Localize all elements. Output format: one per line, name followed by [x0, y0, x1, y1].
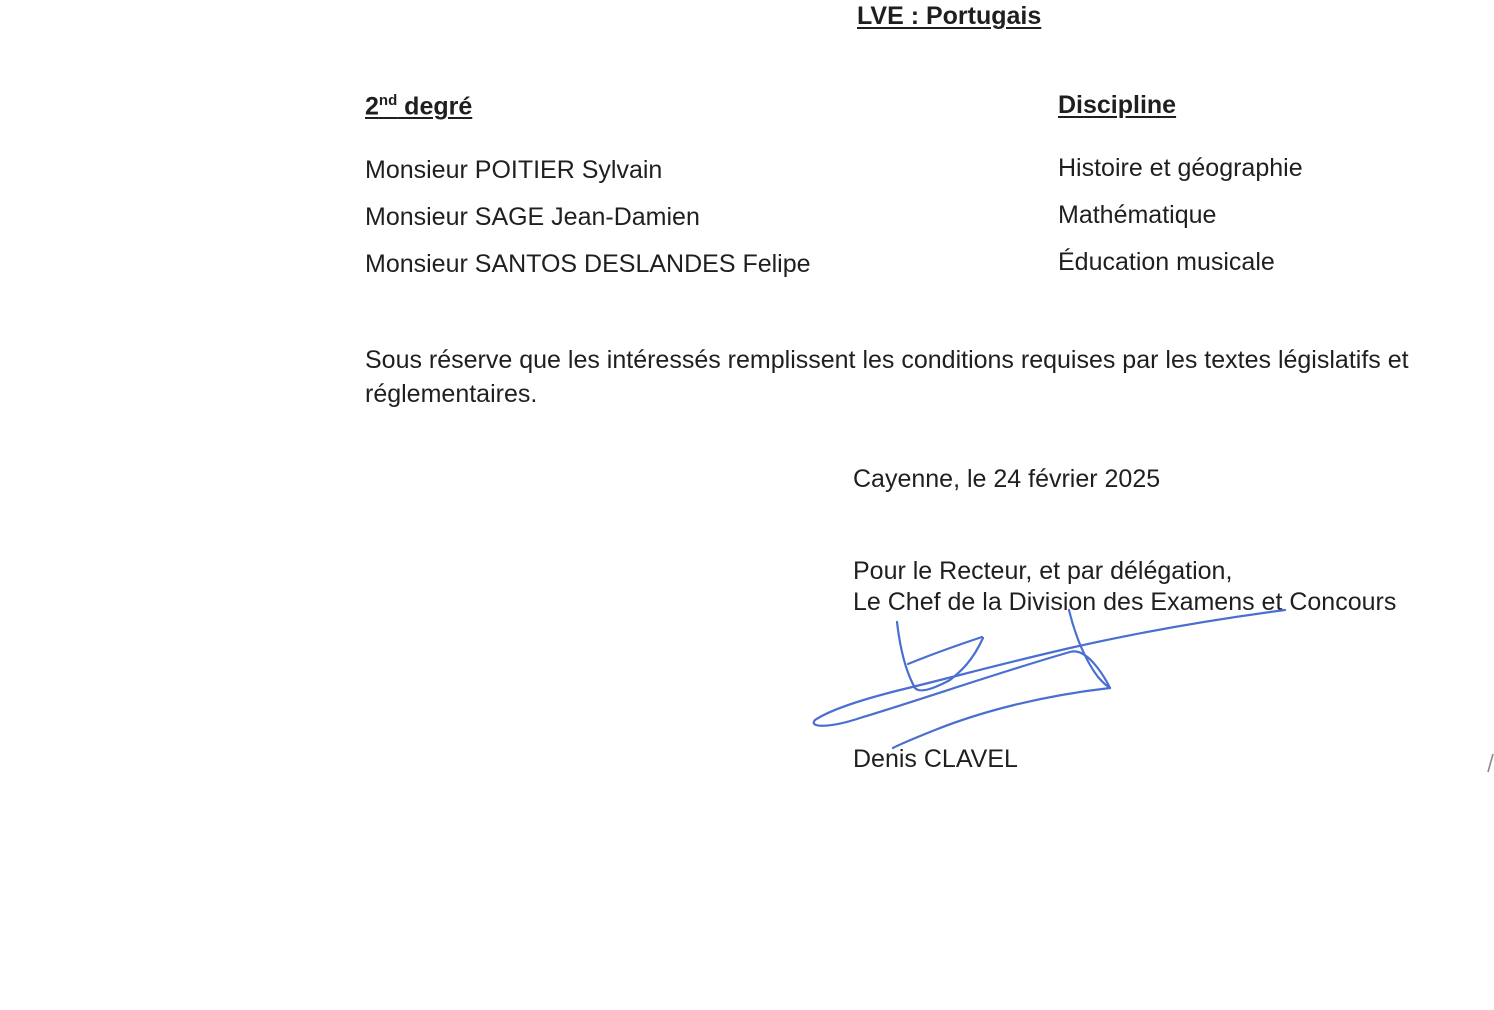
signature-stroke-2 — [908, 637, 982, 664]
conditions-note: Sous réserve que les intéressés remplissent les conditions requises par les textes législatifs et réglementaires. — [365, 346, 1409, 408]
row-3-discipline: Éducation musicale — [1058, 248, 1275, 276]
signature-stroke-4 — [814, 610, 1285, 748]
column-header-discipline: Discipline — [1058, 91, 1177, 119]
section-title: LVE : Portugais — [857, 2, 1042, 30]
edge-mark-fragment — [1485, 752, 1494, 774]
row-2-name: Monsieur SAGE Jean-Damien — [365, 203, 700, 231]
delegation-block — [853, 556, 1396, 618]
delegation-line-2: Le Chef de la Division des Examens et Concours — [853, 588, 1397, 616]
signature-stroke-3 — [1069, 610, 1110, 688]
signer-name: Denis CLAVEL — [853, 745, 1018, 773]
delegation-line-1: Pour le Recteur, et par délégation, — [853, 557, 1233, 585]
row-3-name: Monsieur SANTOS DESLANDES Felipe — [365, 250, 811, 278]
degree-word: degré — [397, 92, 473, 121]
place-date: Cayenne, le 24 février 2025 — [853, 465, 1161, 493]
signature-stroke-1 — [897, 622, 983, 690]
column-header-degree — [365, 92, 472, 121]
row-1-name: Monsieur POITIER Sylvain — [365, 156, 663, 184]
row-1-discipline: Histoire et géographie — [1058, 154, 1303, 182]
degree-number: 2 — [365, 92, 379, 121]
row-2-discipline: Mathématique — [1058, 201, 1217, 229]
degree-ordinal-suffix: nd — [378, 92, 398, 109]
